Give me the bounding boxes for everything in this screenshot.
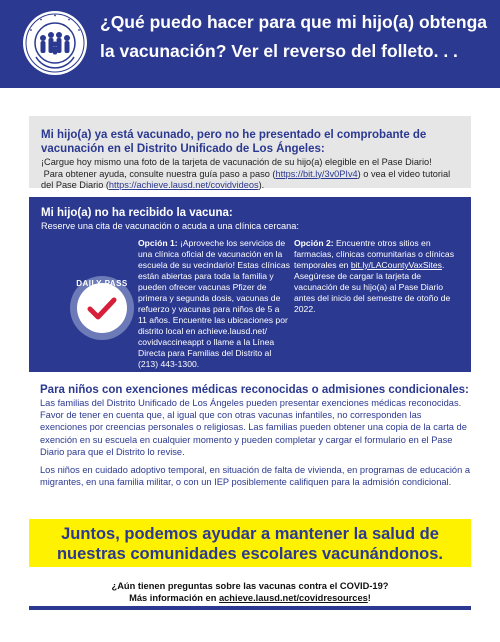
exemptions-title: Para niños con exenciones médicas reconocidas o admisiones condicionales: (40, 384, 469, 396)
vaccinated-no-proof-title: Mi hijo(a) ya está vacunado, pero no he presentado el comprobante de vacunación en el Distrito Unificado de Los Ángeles: (41, 129, 427, 155)
not-vaccinated-title: Mi hijo(a) no ha recibido la vacuna: (41, 207, 233, 219)
option-1 (138, 238, 290, 370)
vaccinated-no-proof-panel (29, 116, 471, 188)
help-text-pre: Para obtener ayuda, consulte nuestra guía paso a paso ( (43, 168, 276, 179)
vaccinated-no-proof-body (41, 157, 461, 192)
help-text-mid: ) o vea el video tutorial del Pase Diario ( (41, 168, 451, 190)
lausd-seal-logo (22, 10, 88, 76)
footer-questions (0, 580, 500, 604)
page-title: ¿Qué puedo hacer para que mi hijo(a) obtenga la vacunación? Ver el reverso del folleto. . . (100, 12, 487, 61)
option-1-text: ¡Aproveche los servicios de una clínica oficial de vacunación en la escuela de su vecindario! Estas clínicas están abiertas para toda la familia y pueden ofrecer vacunas Pfizer de primera y segunda dosis, vacunas de refuerzo y vacunas para niños de 5 a 11 años. Encuentre las ubicaciones por distrito local en achieve.lausd.net/ covidvaccineappt o llame a la Línea Directa para Familias del Distrito al (213) 443-1300. (138, 238, 290, 369)
upload-instruction: ¡Cargue hoy mismo una foto de la tarjeta de vacunación de su hijo(a) elegible en el Pase Diario! (41, 157, 432, 167)
not-vaccinated-panel (29, 197, 471, 372)
more-info-pre: Más información en (129, 593, 219, 603)
help-instruction (41, 169, 461, 192)
more-info-post: ! (367, 593, 371, 603)
option-2-text-post: . Asegúrese de cargar la tarjeta de vacunación de su hijo(a) al Pase Diario antes del inicio del semestre de otoño de 2022. (294, 260, 451, 314)
help-text-post: ). (258, 180, 265, 190)
together-banner: Juntos, podemos ayudar a mantener la salud de nuestras comunidades escolares vacunándonos. (29, 519, 471, 567)
option-2 (294, 238, 462, 315)
conditional-admission-paragraph: Los niños en cuidado adoptivo temporal, en situación de falta de vivienda, en programas de educación a migrantes, en una familia militar, o con un IEP posiblemente califiquen para la admisión condicional. (40, 465, 471, 488)
covid-resources-link[interactable]: achieve.lausd.net/covidresources (218, 593, 368, 603)
footer-question: ¿Aún tienen preguntas sobre las vacunas contra el COVID-19? (111, 581, 389, 591)
exemptions-section (40, 383, 470, 488)
option-2-text-pre: Encuentre otros sitios en farmacias, clínicas comunitarias o clínicas temporales en (294, 238, 454, 270)
daily-pass-badge-label: DAILY PASS (76, 279, 128, 288)
header-bar (0, 0, 500, 88)
county-vax-sites-link[interactable]: bit.ly/LACountyVaxSites (350, 260, 442, 270)
exemptions-paragraph: Las familias del Distrito Unificado de Los Ángeles pueden presentar exenciones médicas reconocidas. Favor de tener en cuenta que, al igual que con otras vacunas infantiles, no corresponden las exenciones por creencias personales o religiosas. Las familias pueden obtener una copia de la carta de exención en su escuela en cualquier momento y pueden completar y cargar el formulario en el Pase Diario para que el Distrito lo revise. (40, 398, 467, 457)
footer-more-info (0, 592, 500, 604)
bottom-divider (29, 606, 471, 610)
step-guide-link[interactable]: https://bit.ly/3v0PIv4 (275, 168, 358, 179)
option-1-label: Opción 1: (138, 238, 178, 248)
video-tutorial-link[interactable]: https://achieve.lausd.net/covidvideos (108, 180, 259, 190)
not-vaccinated-subtitle: Reserve una cita de vacunación o acuda a una clínica cercana: (41, 221, 299, 231)
option-2-label: Opción 2: (294, 238, 334, 248)
